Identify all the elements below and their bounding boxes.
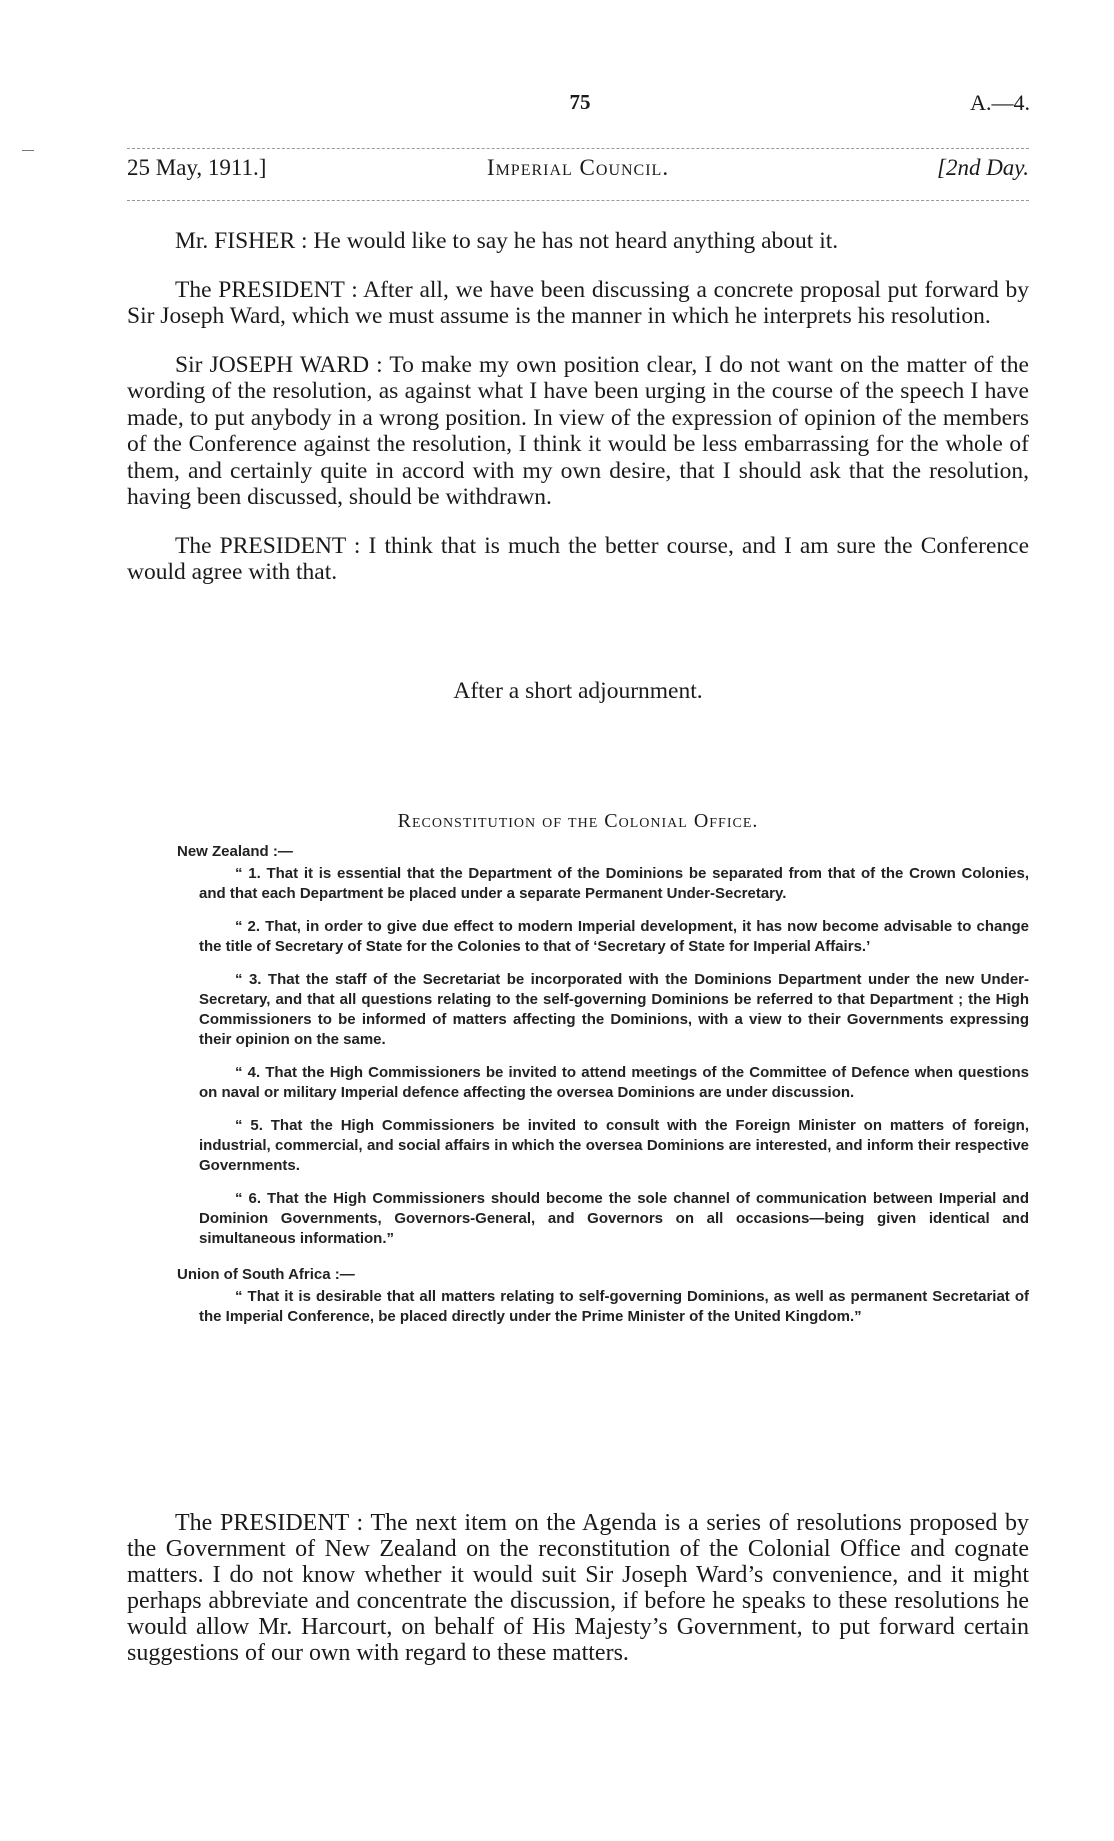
resolution-item-4: “ 4. That the High Commissioners be invited to attend meetings of the Committee of Defence when questions on naval or military Imperial defence affecting the oversea Dominions are under discussion.: [199, 1064, 1029, 1101]
paragraph-ward: Sir JOSEPH WARD : To make my own position clear, I do not want on the matter of the wording of the resolution, as against what I have been urging in the course of the speech I have made, to put anybody in a wrong position. In view of the expression of opinion of the members of the Conference against the resolution, I think it would be less embarrassing for the whole of them, and certainly quite in accord with my own desire, that I should ask that the resolution, having been discussed, should be withdrawn.: [127, 351, 1029, 510]
paragraph-fisher: Mr. FISHER : He would like to say he has not heard anything about it.: [175, 228, 839, 254]
header-rule-top: [127, 148, 1029, 149]
paragraph-president-3: The PRESIDENT : The next item on the Agenda is a series of resolutions proposed by the Government of New Zealand on the reconstitution of the Colonial Office and cognate matters. I do not know whether it would suit Sir Joseph Ward’s convenience, and it might perhaps abbreviate and concentrate the discussion, if before he speaks to these resolutions he would allow Mr. Harcourt, on behalf of His Majesty’s Government, to put forward certain suggestions of our own with regard to these matters.: [127, 1510, 1029, 1666]
resolution-item-6: “ 6. That the High Commissioners should become the sole channel of communication between Imperial and Dominion Governments, Governors-General, and Governors on all occasions—being given identical and simultaneous information.”: [199, 1190, 1029, 1247]
resolution-item-2: “ 2. That, in order to give due effect to modern Imperial development, it has now become advisable to change the title of Secretary of State for the Colonies to that of ‘Secretary of State for Imperial Affairs.’: [199, 918, 1029, 955]
header-title: Imperial Council.: [486, 155, 670, 180]
margin-mark: [22, 150, 34, 152]
south-africa-resolution: “ That it is desirable that all matters relating to self-governing Dominions, as well as permanent Secretariat of the Imperial Conference, be placed directly under the Prime Minister of the United Kingdom.”: [199, 1288, 1029, 1325]
resolution-item-1: “ 1. That it is essential that the Department of the Dominions be separated from that of the Crown Colonies, and that each Department be placed under a separate Permanent Under-Secretary.: [199, 865, 1029, 902]
speech-paragraphs: [127, 228, 1029, 608]
paragraph-president-2: The PRESIDENT : I think that is much the better course, and I am sure the Conference would agree with that.: [127, 532, 1029, 585]
header-day: [2nd Day.: [937, 155, 1029, 180]
paragraph-president-1: The PRESIDENT : After all, we have been discussing a concrete proposal put forward by Sir Joseph Ward, which we must assume is the manner in which he interprets his resolution.: [127, 276, 1029, 329]
header-rule-bottom: [127, 200, 1029, 201]
page-number: 75: [569, 90, 591, 114]
south-africa-label: Union of South Africa :—: [177, 1266, 355, 1283]
resolution-item-5: “ 5. That the High Commissioners be invited to consult with the Foreign Minister on matters of foreign, industrial, commercial, and social affairs in which the oversea Dominions are interested, and inform their respective Governments.: [199, 1117, 1029, 1174]
final-paragraph: [127, 1510, 1029, 1666]
new-zealand-label: New Zealand :—: [177, 843, 293, 860]
section-heading: Reconstitution of the Colonial Office.: [397, 810, 759, 832]
document-reference: A.—4.: [970, 90, 1030, 115]
adjournment-note: After a short adjournment.: [453, 678, 703, 704]
resolutions-block: [177, 842, 1029, 1340]
header-date: 25 May, 1911.]: [127, 155, 267, 180]
running-header: [127, 155, 1029, 195]
resolution-item-3: “ 3. That the staff of the Secretariat be incorporated with the Dominions Department under the new Under-Secretary, and that all questions relating to the self-governing Dominions be referred to that Department ; the High Commissioners to be informed of matters affecting the Dominions, with a view to their Governments expressing their opinion on the same.: [199, 971, 1029, 1048]
